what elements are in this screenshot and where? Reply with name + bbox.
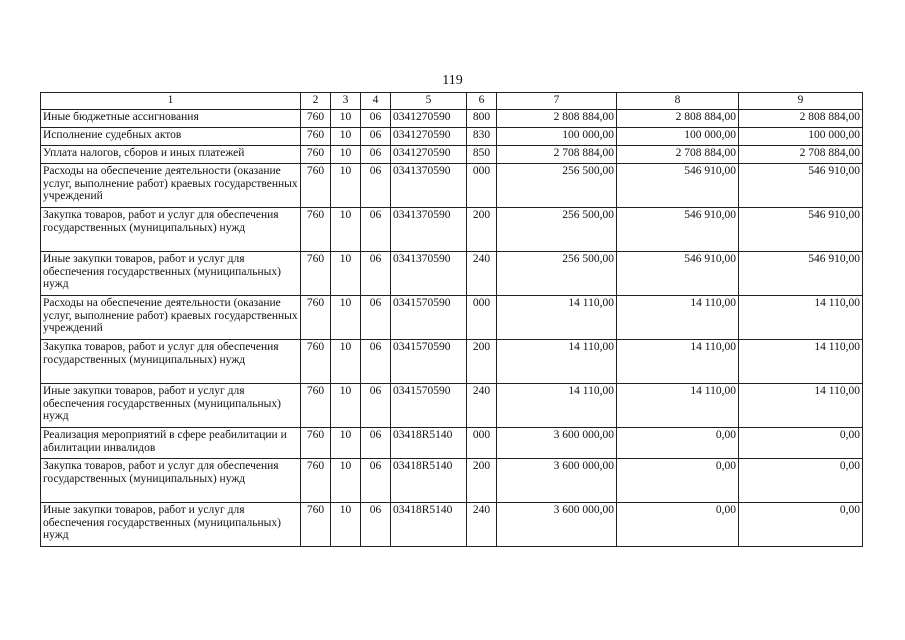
expense-type-code: 240 [467,252,497,296]
page-number: 119 [442,73,463,88]
amount-col-7: 2 808 884,00 [497,110,617,128]
expense-type-code: 000 [467,164,497,208]
amount-col-9: 0,00 [739,459,863,503]
target-article-code: 0341370590 [391,252,467,296]
table-row [41,128,863,146]
table-row [41,459,863,503]
amount-col-8: 14 110,00 [617,296,739,340]
subsection-code: 06 [361,164,391,208]
ministry-code: 760 [301,296,331,340]
amount-col-9: 100 000,00 [739,128,863,146]
row-name: Расходы на обеспечение деятельности (оказание услуг, выполнение работ) краевых государственных учреждений [41,164,301,208]
expense-type-code: 240 [467,503,497,547]
ministry-code: 760 [301,459,331,503]
amount-col-8: 2 708 884,00 [617,146,739,164]
section-code: 10 [331,146,361,164]
section-code: 10 [331,252,361,296]
target-article-code: 0341370590 [391,164,467,208]
table-row [41,384,863,428]
target-article-code: 03418R5140 [391,503,467,547]
target-article-code: 0341370590 [391,208,467,252]
amount-col-8: 0,00 [617,459,739,503]
section-code: 10 [331,459,361,503]
amount-col-8: 0,00 [617,503,739,547]
expense-type-code: 200 [467,459,497,503]
amount-col-7: 14 110,00 [497,340,617,384]
ministry-code: 760 [301,128,331,146]
ministry-code: 760 [301,503,331,547]
amount-col-9: 14 110,00 [739,384,863,428]
amount-col-8: 2 808 884,00 [617,110,739,128]
target-article-code: 0341570590 [391,340,467,384]
table-row [41,252,863,296]
table-row [41,503,863,547]
target-article-code: 03418R5140 [391,428,467,459]
amount-col-8: 546 910,00 [617,252,739,296]
budget-table [40,92,863,547]
row-name: Иные закупки товаров, работ и услуг для обеспечения государственных (муниципальных) нужд [41,503,301,547]
subsection-code: 06 [361,340,391,384]
ministry-code: 760 [301,428,331,459]
ministry-code: 760 [301,208,331,252]
amount-col-9: 0,00 [739,503,863,547]
amount-col-7: 14 110,00 [497,384,617,428]
expense-type-code: 800 [467,110,497,128]
table-row [41,296,863,340]
row-name: Иные закупки товаров, работ и услуг для обеспечения государственных (муниципальных) нужд [41,384,301,428]
subsection-code: 06 [361,459,391,503]
column-header: 7 [497,93,617,110]
table-row [41,428,863,459]
header-row [41,93,863,110]
subsection-code: 06 [361,110,391,128]
section-code: 10 [331,128,361,146]
amount-col-9: 14 110,00 [739,340,863,384]
amount-col-8: 546 910,00 [617,164,739,208]
row-name: Исполнение судебных актов [41,128,301,146]
table-row [41,340,863,384]
row-name: Иные бюджетные ассигнования [41,110,301,128]
subsection-code: 06 [361,128,391,146]
section-code: 10 [331,503,361,547]
section-code: 10 [331,428,361,459]
section-code: 10 [331,110,361,128]
column-header: 9 [739,93,863,110]
expense-type-code: 830 [467,128,497,146]
subsection-code: 06 [361,384,391,428]
section-code: 10 [331,164,361,208]
row-name: Закупка товаров, работ и услуг для обеспечения государственных (муниципальных) нужд [41,459,301,503]
expense-type-code: 200 [467,208,497,252]
amount-col-7: 2 708 884,00 [497,146,617,164]
expense-type-code: 000 [467,296,497,340]
target-article-code: 0341570590 [391,296,467,340]
amount-col-9: 2 808 884,00 [739,110,863,128]
column-header: 8 [617,93,739,110]
column-header: 2 [301,93,331,110]
amount-col-7: 3 600 000,00 [497,428,617,459]
column-header: 3 [331,93,361,110]
subsection-code: 06 [361,146,391,164]
subsection-code: 06 [361,503,391,547]
row-name: Закупка товаров, работ и услуг для обеспечения государственных (муниципальных) нужд [41,208,301,252]
amount-col-7: 3 600 000,00 [497,503,617,547]
target-article-code: 0341270590 [391,110,467,128]
row-name: Реализация мероприятий в сфере реабилитации и абилитации инвалидов [41,428,301,459]
ministry-code: 760 [301,340,331,384]
target-article-code: 0341270590 [391,146,467,164]
expense-type-code: 850 [467,146,497,164]
expense-type-code: 240 [467,384,497,428]
target-article-code: 0341570590 [391,384,467,428]
amount-col-7: 256 500,00 [497,252,617,296]
amount-col-9: 0,00 [739,428,863,459]
amount-col-9: 546 910,00 [739,208,863,252]
row-name: Иные закупки товаров, работ и услуг для обеспечения государственных (муниципальных) нужд [41,252,301,296]
amount-col-8: 14 110,00 [617,340,739,384]
table-row [41,208,863,252]
section-code: 10 [331,208,361,252]
amount-col-9: 546 910,00 [739,164,863,208]
ministry-code: 760 [301,252,331,296]
ministry-code: 760 [301,164,331,208]
row-name: Расходы на обеспечение деятельности (оказание услуг, выполнение работ) краевых государственных учреждений [41,296,301,340]
table-row [41,146,863,164]
amount-col-9: 2 708 884,00 [739,146,863,164]
subsection-code: 06 [361,208,391,252]
section-code: 10 [331,296,361,340]
subsection-code: 06 [361,252,391,296]
amount-col-7: 14 110,00 [497,296,617,340]
amount-col-9: 14 110,00 [739,296,863,340]
expense-type-code: 200 [467,340,497,384]
column-header: 6 [467,93,497,110]
amount-col-7: 256 500,00 [497,164,617,208]
ministry-code: 760 [301,146,331,164]
column-header: 1 [41,93,301,110]
amount-col-8: 0,00 [617,428,739,459]
subsection-code: 06 [361,296,391,340]
amount-col-8: 14 110,00 [617,384,739,428]
amount-col-7: 100 000,00 [497,128,617,146]
table-row [41,164,863,208]
row-name: Уплата налогов, сборов и иных платежей [41,146,301,164]
section-code: 10 [331,384,361,428]
subsection-code: 06 [361,428,391,459]
column-header: 4 [361,93,391,110]
target-article-code: 03418R5140 [391,459,467,503]
row-name: Закупка товаров, работ и услуг для обеспечения государственных (муниципальных) нужд [41,340,301,384]
ministry-code: 760 [301,384,331,428]
amount-col-7: 3 600 000,00 [497,459,617,503]
expense-type-code: 000 [467,428,497,459]
amount-col-9: 546 910,00 [739,252,863,296]
table-row [41,110,863,128]
section-code: 10 [331,340,361,384]
ministry-code: 760 [301,110,331,128]
amount-col-8: 546 910,00 [617,208,739,252]
target-article-code: 0341270590 [391,128,467,146]
amount-col-7: 256 500,00 [497,208,617,252]
amount-col-8: 100 000,00 [617,128,739,146]
column-header: 5 [391,93,467,110]
